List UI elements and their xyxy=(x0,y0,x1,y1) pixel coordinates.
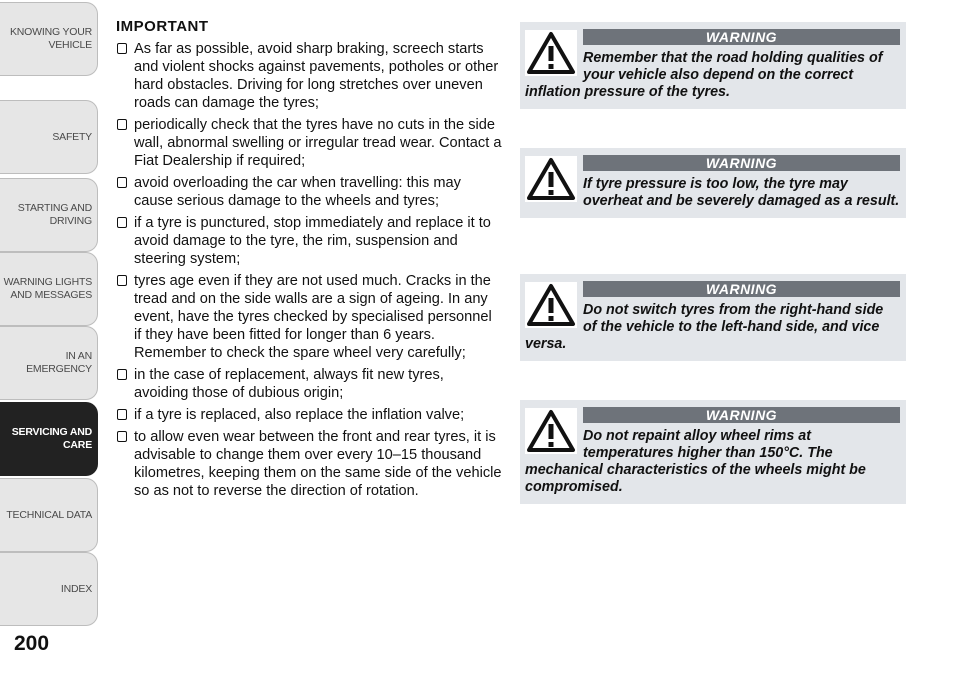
important-heading: IMPORTANT xyxy=(116,18,209,35)
warning-text: Do not repaint alloy wheel rims at temperatures higher than 150°C. The mechanical characteristics of the wheels might be compromised. xyxy=(525,428,866,495)
checkbox-bullet-icon xyxy=(117,275,127,286)
warning-text: Remember that the road holding qualities of your vehicle also depend on the correct inflation pressure of the tyres. xyxy=(525,50,883,100)
list-item: tyres age even if they are not used much. Cracks in the tread and on the side walls are a sign of ageing. In any event, have the tyres checked by specialised personnel if they have been fitted for longer than 6 years. Remember to check the spare wheel very carefully; xyxy=(116,272,502,362)
warning-box xyxy=(520,148,906,218)
list-item: periodically check that the tyres have no cuts in the side wall, abnormal swelling or irregular tread wear. Contact a Fiat Dealership if required; xyxy=(116,116,502,170)
checkbox-bullet-icon xyxy=(117,369,127,380)
warning-triangle-icon xyxy=(525,282,577,328)
list-item: avoid overloading the car when travelling: this may cause serious damage to the wheels and tyres; xyxy=(116,174,502,210)
checkbox-bullet-icon xyxy=(117,409,127,420)
checkbox-bullet-icon xyxy=(117,119,127,130)
tab-safety[interactable]: SAFETY xyxy=(0,100,98,174)
warning-title: WARNING xyxy=(583,155,900,171)
warning-text: If tyre pressure is too low, the tyre may overheat and be severely damaged as a result. xyxy=(583,176,900,209)
list-item: if a tyre is replaced, also replace the inflation valve; xyxy=(116,406,502,424)
checkbox-bullet-icon xyxy=(117,217,127,228)
tab-in-an-emergency[interactable]: IN AN EMERGENCY xyxy=(0,326,98,400)
warning-text: Do not switch tyres from the right-hand side of the vehicle to the left-hand side, and vice versa. xyxy=(525,302,884,352)
important-list xyxy=(116,40,502,500)
list-item: if a tyre is punctured, stop immediately and replace it to avoid damage to the tyre, the rim, suspension and steering system; xyxy=(116,214,502,268)
tab-technical-data[interactable]: TECHNICAL DATA xyxy=(0,478,98,552)
list-item: As far as possible, avoid sharp braking, screech starts and violent shocks against pavements, potholes or other hard obstacles. Driving for long stretches over uneven roads can damage the tyres; xyxy=(116,40,502,112)
warning-triangle-icon xyxy=(525,30,577,76)
checkbox-bullet-icon xyxy=(117,431,127,442)
warning-title: WARNING xyxy=(583,281,900,297)
tab-starting-and-driving[interactable]: STARTING AND DRIVING xyxy=(0,178,98,252)
warning-title: WARNING xyxy=(583,29,900,45)
tab-warning-lights[interactable]: WARNING LIGHTS AND MESSAGES xyxy=(0,252,98,326)
warning-triangle-icon xyxy=(525,408,577,454)
warning-triangle-icon xyxy=(525,156,577,202)
tab-index[interactable]: INDEX xyxy=(0,552,98,626)
list-item: to allow even wear between the front and rear tyres, it is advisable to change them over every 10–15 thousand kilometres, keeping them on the same side of the vehicle so as not to reverse the direction of rotation. xyxy=(116,428,502,500)
warning-box xyxy=(520,400,906,504)
warning-box xyxy=(520,274,906,361)
tab-knowing-your-vehicle[interactable]: KNOWING YOUR VEHICLE xyxy=(0,2,98,76)
important-section xyxy=(116,18,502,504)
tab-servicing-and-care[interactable]: SERVICING AND CARE xyxy=(0,402,98,476)
checkbox-bullet-icon xyxy=(117,43,127,54)
warning-title: WARNING xyxy=(583,407,900,423)
list-item: in the case of replacement, always fit new tyres, avoiding those of dubious origin; xyxy=(116,366,502,402)
page-number: 200 xyxy=(14,632,50,655)
checkbox-bullet-icon xyxy=(117,177,127,188)
warning-box xyxy=(520,22,906,109)
